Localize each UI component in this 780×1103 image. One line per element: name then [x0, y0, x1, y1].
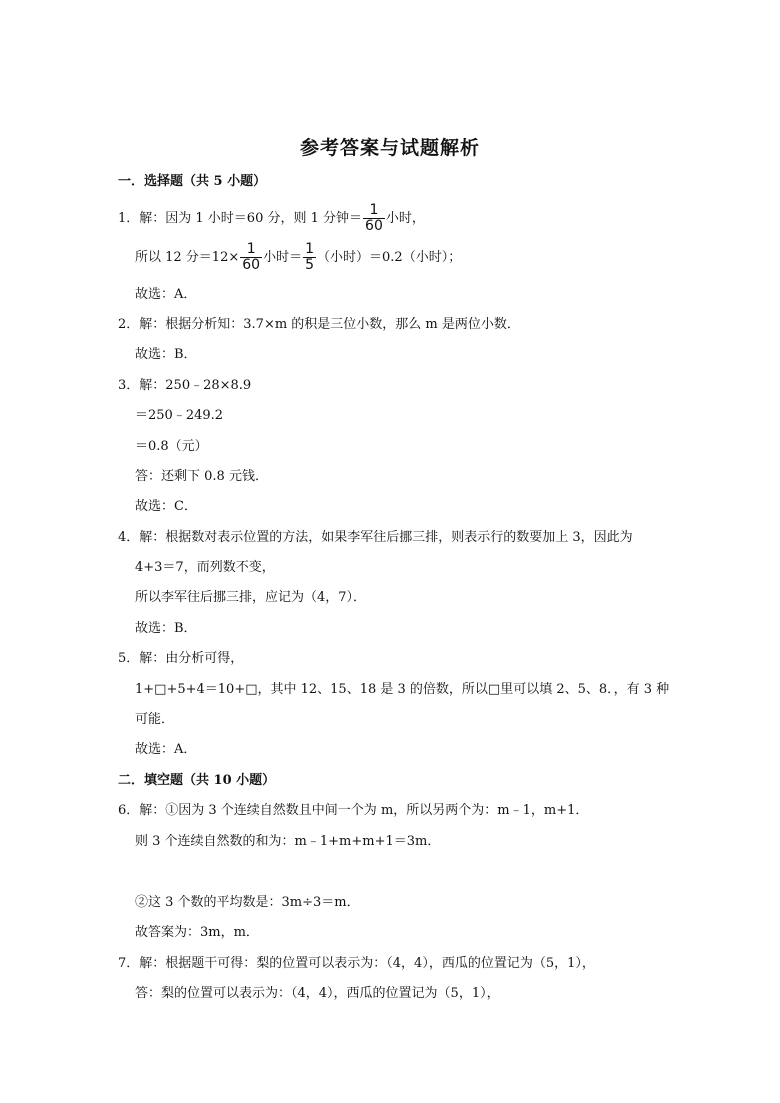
q2-line-1: 2．解：根据分析知：3.7×m 的积是三位小数，那么 m 是两位小数． [118, 317, 520, 332]
q4-line-2: 4+3＝7，而列数不变， [135, 560, 275, 575]
q3-line-1: 3．解：250﹣28×8.9 [118, 378, 252, 393]
q3-answer: 故选：C． [135, 499, 197, 514]
fraction-numerator: 1 [246, 241, 256, 257]
q3-line-2: ＝250﹣249.2 [135, 408, 224, 423]
q6-line-3: ②这 3 个数的平均数是：3m÷3＝m． [135, 895, 360, 910]
fraction-1-60 [240, 242, 262, 273]
fraction-denominator: 5 [305, 257, 315, 273]
fraction-denominator: 60 [242, 257, 261, 273]
q7-line-1: 7．解：根据题干可得：梨的位置可以表示为：（4，4），西瓜的位置记为（5，1）， [118, 956, 595, 971]
q1-line-2-text-b: 小时＝ [263, 250, 303, 265]
q7-line-2: 答：梨的位置可以表示为：（4，4），西瓜的位置记为（5，1）， [135, 986, 500, 1001]
q4-line-3: 所以李军往后挪三排，应记为（4，7）． [135, 590, 367, 605]
q5-line-1: 5．解：由分析可得， [118, 651, 244, 666]
q4-line-1: 4．解：根据数对表示位置的方法，如果李军往后挪三排，则表示行的数要加上 3，因此为 [118, 530, 633, 545]
q2-answer: 故选：B． [135, 347, 197, 362]
section-heading-choice: 一．选择题（共 5 小题） [118, 174, 267, 189]
fraction-1-60 [363, 203, 385, 234]
fraction-numerator: 1 [369, 202, 379, 218]
q6-answer: 故答案为：3m，m． [135, 925, 259, 940]
fraction-numerator: 1 [305, 241, 315, 257]
q1-answer: 故选：A． [135, 287, 197, 302]
q5-answer: 故选：A． [135, 742, 197, 757]
q5-line-3: 可能． [135, 712, 175, 727]
fraction-1-5 [303, 242, 316, 273]
q3-line-4: 答：还剩下 0.8 元钱． [135, 469, 268, 484]
section-heading-fill: 二．填空题（共 10 小题） [118, 773, 276, 788]
q1-line-1 [118, 202, 425, 236]
q1-line-2-text-c: （小时）＝0.2（小时）； [317, 250, 462, 265]
q1-line-1-text-b: 小时， [385, 211, 425, 226]
q1-line-1-text-a: 1．解：因为 1 小时＝60 分，则 1 分钟＝ [118, 211, 363, 226]
q6-line-1: 6．解：①因为 3 个连续自然数且中间一个为 m，所以另两个为：m﹣1，m+1． [118, 803, 589, 818]
q5-line-2: 1+□+5+4＝10+□，其中 12、15、18 是 3 的倍数，所以□里可以填 2、5、8．，有 3 种 [135, 682, 670, 697]
page-title: 参考答案与试题解析 [299, 137, 480, 159]
q1-line-2 [135, 241, 461, 275]
q3-line-3: ＝0.8（元） [135, 439, 208, 454]
q4-answer: 故选：B． [135, 621, 197, 636]
q6-line-2: 则 3 个连续自然数的和为：m﹣1+m+m+1＝3m． [135, 834, 441, 849]
fraction-denominator: 60 [365, 218, 383, 234]
q1-line-2-text-a: 所以 12 分＝12× [135, 250, 240, 265]
